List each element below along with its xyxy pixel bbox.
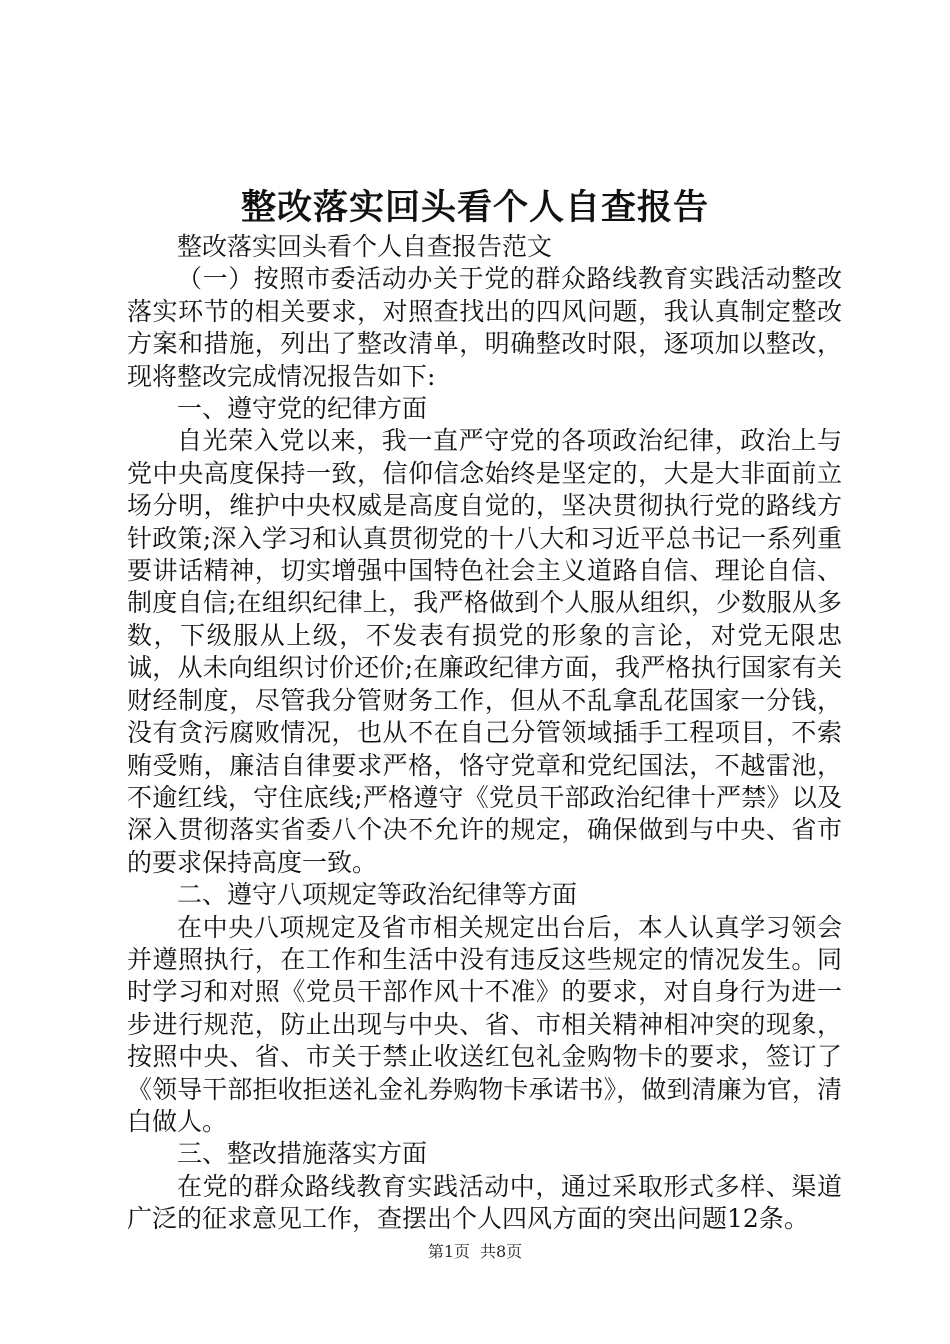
paragraph-intro: （一）按照市委活动办关于党的群众路线教育实践活动整改落实环节的相关要求，对照查找出的四风问题，我认真制定整改方案和措施，列出了整改清单，明确整改时限，逐项加以整改，现将整改完成情况报告如下: <box>127 264 842 391</box>
section-heading-1: 一、遵守党的纪律方面 <box>177 394 428 424</box>
section-heading-3: 三、整改措施落实方面 <box>177 1139 428 1169</box>
paragraph-section-1: 自光荣入党以来，我一直严守党的各项政治纪律，政治上与党中央高度保持一致，信仰信念始终是坚定的，大是大非面前立场分明，维护中央权威是高度自觉的，坚决贯彻执行党的路线方针政策;深入学习和认真贯彻党的十八大和习近平总书记一系列重要讲话精神，切实增强中国特色社会主义道路自信、理论自信、制度自信;在组织纪律上，我严格做到个人服从组织，少数服从多数，下级服从上级，不发表有损党的形象的言论，对党无限忠诚，从未向组织讨价还价;在廉政纪律方面，我严格执行国家有关财经制度，尽管我分管财务工作，但从不乱拿乱花国家一分钱，没有贪污腐败情况，也从不在自己分管领域插手工程项目，不索贿受贿，廉洁自律要求严格，恪守党章和党纪国法，不越雷池，不逾红线，守住底线;严格遵守《党员干部政治纪律十严禁》以及深入贯彻落实省委八个决不允许的规定，确保做到与中央、省市的要求保持高度一致。 <box>127 426 842 877</box>
paragraph-section-3: 在党的群众路线教育实践活动中，通过采取形式多样、渠道广泛的征求意见工作，查摆出个人四风方面的突出问题12条。 <box>127 1171 842 1234</box>
paragraph-subtitle: 整改落实回头看个人自查报告范文 <box>177 232 553 261</box>
page-number: 第1页 <box>427 1242 470 1261</box>
paragraph-section-2: 在中央八项规定及省市相关规定出台后，本人认真学习领会并遵照执行，在工作和生活中没有违反这些规定的情况发生。同时学习和对照《党员干部作风十不准》的要求，对自身行为进一步进行规范，防止出现与中央、省、市相关精神相冲突的现象，按照中央、省、市关于禁止收送红包礼金购物卡的要求，签订了《领导干部拒收拒送礼金礼券购物卡承诺书》，做到清廉为官，清白做人。 <box>127 912 842 1136</box>
document-body <box>127 231 842 1236</box>
document-title: 整改落实回头看个人自查报告 <box>240 187 709 228</box>
page-footer <box>0 1241 950 1263</box>
section-heading-2: 二、遵守八项规定等政治纪律等方面 <box>177 880 578 910</box>
page-total: 共8页 <box>480 1242 523 1261</box>
